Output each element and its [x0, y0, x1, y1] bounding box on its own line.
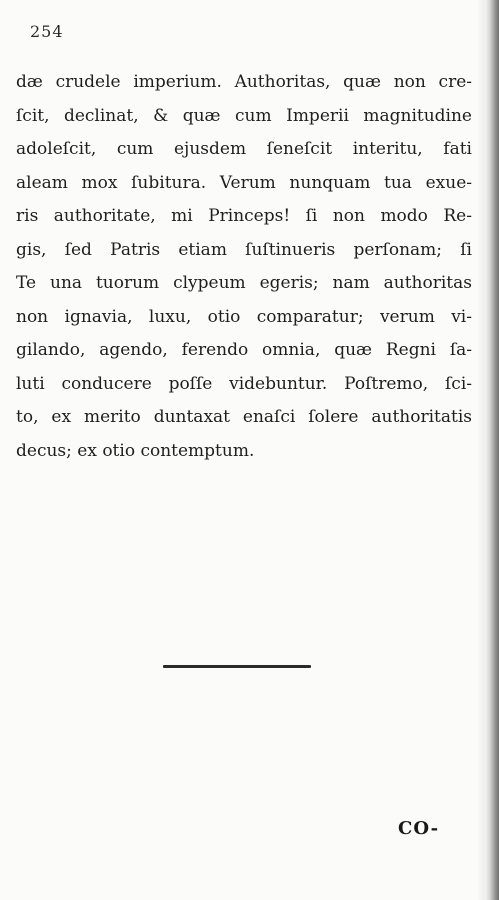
text-line: gilando, agendo, ferendo omnia, quæ Regni ſa- [16, 340, 472, 360]
text-line: non ignavia, luxu, otio comparatur; verum vi- [16, 306, 472, 327]
text-line-last: decus; ex otio contemptum. [16, 440, 255, 461]
text-line: ris authoritate, mi Princeps! ſi non modo Re- [16, 206, 472, 226]
text-line: luti conducere poſſe videbuntur. Poſtremo, ſci- [16, 373, 472, 394]
text-line: adoleſcit, cum ejusdem ſeneſcit interitu, fati [16, 139, 472, 159]
body-text [16, 66, 472, 468]
text-line: aleam mox ſubitura. Verum nunquam tua exue- [16, 172, 472, 193]
text-line: dæ crudele imperium. Authoritas, quæ non cre- [16, 72, 472, 92]
binding-shadow [477, 0, 485, 900]
section-divider-rule [163, 665, 311, 668]
catchword: CO- [398, 818, 440, 839]
page-number: 254 [30, 22, 64, 41]
text-line: to, ex merito duntaxat enaſci ſolere authoritatis [16, 407, 472, 427]
text-line: Te una tuorum clypeum egeris; nam authoritas [16, 273, 472, 293]
text-line: ſcit, declinat, & quæ cum Imperii magnitudine [16, 105, 472, 126]
binding-edge [485, 0, 499, 900]
text-line: gis, ſed Patris etiam ſuſtinueris perſonam; ſi [16, 239, 472, 260]
